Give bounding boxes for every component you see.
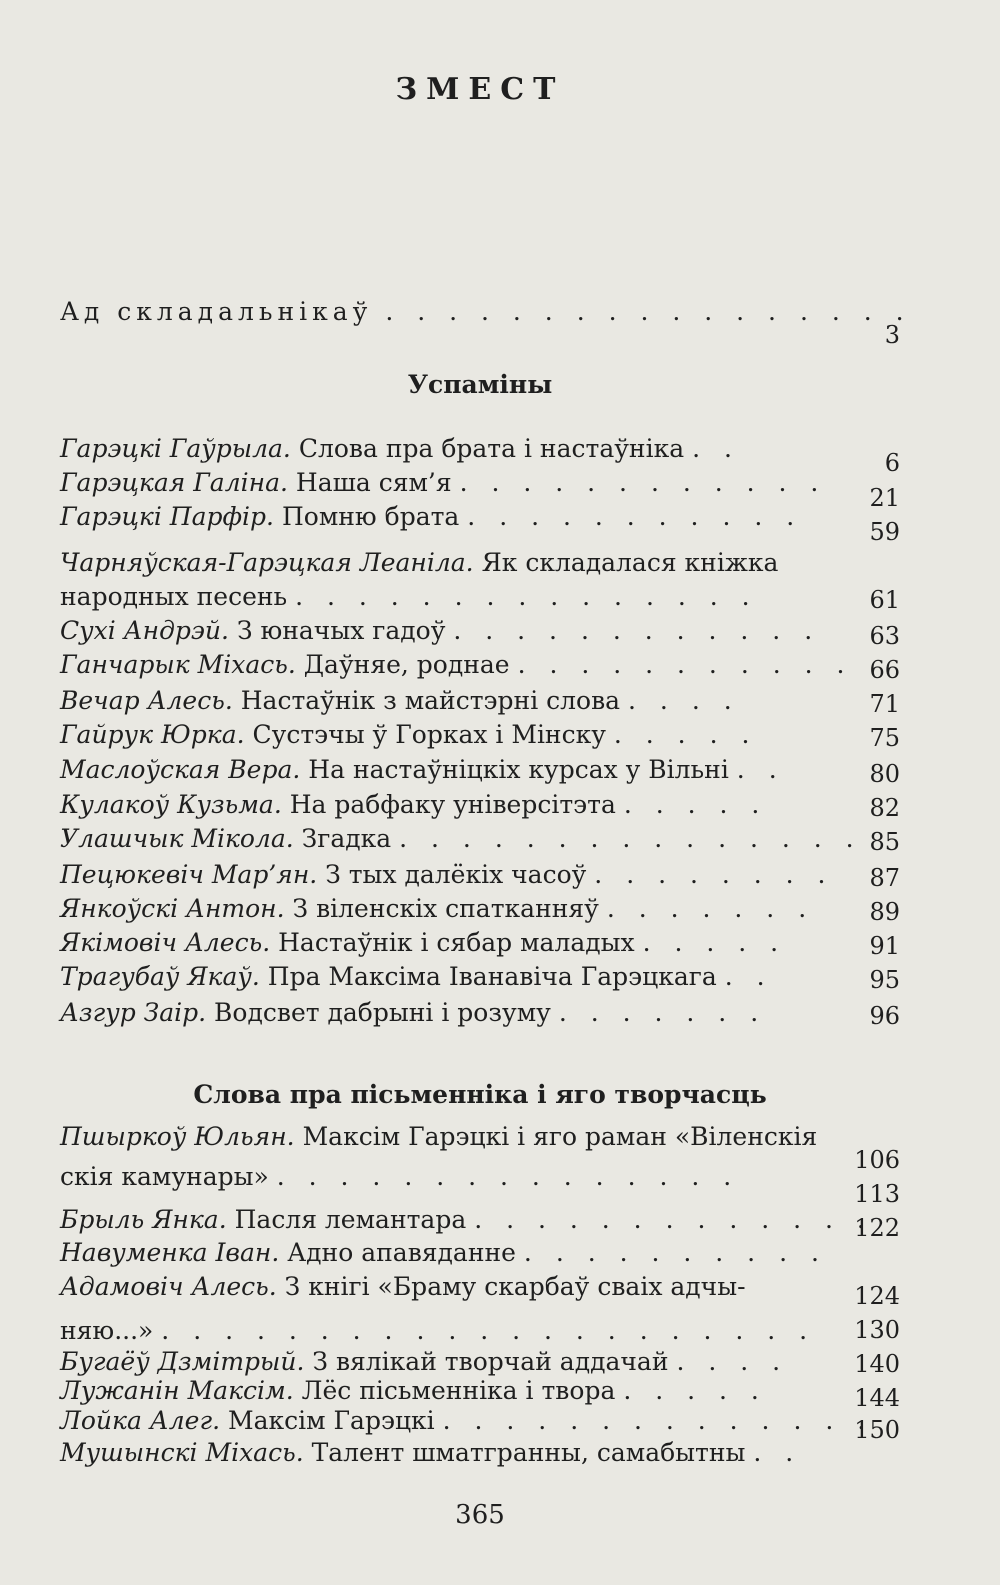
page-number: 61: [869, 586, 900, 614]
leader-dots: . . . . .: [613, 720, 758, 749]
entry-title: З тых далёкіх часоў: [325, 860, 587, 889]
toc-entry: [60, 753, 850, 787]
section-title-criticism: Слова пра пісьменніка і яго творчасць: [193, 1080, 767, 1109]
entry-title: Настаўнік з майстэрні слова: [240, 686, 621, 715]
toc-entry: [60, 1120, 850, 1154]
toc-entry: [60, 614, 850, 648]
toc-entry: [60, 858, 850, 892]
entry-author: Лойка Алег.: [60, 1406, 221, 1435]
entry-author: Янкоўскі Антон.: [60, 894, 285, 923]
page-number: 140: [854, 1350, 900, 1378]
entry-title: Настаўнік і сябар маладых: [278, 928, 635, 957]
page-number: 144: [854, 1384, 900, 1412]
leader-dots: . . . . . . .: [558, 998, 767, 1027]
leader-dots: . . . . . . . .: [594, 860, 834, 889]
toc-entry: [60, 1236, 850, 1270]
entry-title: На рабфаку універсітэта: [289, 790, 616, 819]
entry-title: Максім Гарэцкі: [227, 1406, 435, 1435]
toc-entry: [60, 822, 862, 856]
page-number: 91: [869, 932, 900, 960]
page-number: 75: [869, 724, 900, 752]
page-number: 89: [869, 898, 900, 926]
page-number: 59: [869, 518, 900, 546]
page-number: 80: [869, 760, 900, 788]
page-number: 87: [869, 864, 900, 892]
leader-dots: . . . .: [628, 686, 740, 715]
page-number: 113: [854, 1180, 900, 1208]
entry-author: Гарэцкая Галіна.: [60, 468, 288, 497]
toc-entry: [60, 648, 853, 682]
entry-title: Пасля лемантара: [234, 1205, 467, 1234]
entry-author: Маслоўская Вера.: [60, 755, 301, 784]
toc-entry: [60, 926, 850, 960]
entry-author: Лужанін Максім.: [60, 1376, 294, 1405]
toc-entry: [60, 996, 850, 1030]
page-number: 3: [884, 321, 900, 349]
entry-author: Вечар Алесь.: [60, 686, 233, 715]
page-folio: 365: [455, 1500, 505, 1530]
page-number: 96: [869, 1002, 900, 1030]
leader-dots: . . . . . . . . . . .: [517, 650, 853, 679]
page-number: 124: [854, 1282, 900, 1310]
entry-author: Пецюкевіч Мар’ян.: [60, 860, 318, 889]
entry-title: Наша сям’я: [295, 468, 452, 497]
page-number: 71: [869, 690, 900, 718]
leader-dots: . . . . . . . . . . . .: [453, 616, 821, 645]
leader-dots: . . . .: [676, 1347, 789, 1376]
page-number: 95: [869, 966, 900, 994]
entry-title: Максім Гарэцкі і яго раман «Віленскія: [302, 1122, 818, 1151]
entry-author: Ганчарык Міхась.: [60, 650, 296, 679]
page-number: 21: [869, 484, 900, 512]
entry-author: Бугаёў Дзмітрый.: [60, 1347, 305, 1376]
entry-title: З вялікай творчай аддачай: [312, 1347, 669, 1376]
entry-title: Лёс пісьменніка і твора: [301, 1376, 616, 1405]
leader-dots: . . . . . . . . . . . . .: [474, 1205, 873, 1234]
entry-author: Якімовіч Алесь.: [60, 928, 271, 957]
entry-author: Гайрук Юрка.: [60, 720, 245, 749]
entry-author: Гарэцкі Гаўрыла.: [60, 434, 291, 463]
entry-title: Адно апавяданне: [287, 1238, 516, 1267]
leader-dots: . .: [692, 434, 740, 463]
leader-dots: . .: [753, 1438, 802, 1467]
leader-dots: . . . . . . . . . . . . . .: [442, 1406, 874, 1435]
entry-author: Мушынскі Міхась.: [60, 1438, 304, 1467]
toc-entry: [60, 432, 850, 466]
page-number: 63: [869, 622, 900, 650]
toc-entry: [60, 580, 850, 614]
toc-entry: [60, 1374, 850, 1408]
contents-heading: ЗМЕСТ: [395, 72, 565, 107]
entry-author: Чарняўская-Гарэцкая Леаніла.: [60, 548, 474, 577]
entry-author: Азгур Заір.: [60, 998, 207, 1027]
page-number: 130: [854, 1316, 900, 1344]
page-number: 82: [869, 794, 900, 822]
toc-entry: [60, 1270, 850, 1304]
entry-title: З кнігі «Браму скарбаў сваіх адчы-: [284, 1272, 746, 1301]
intro-title: Ад складальнікаў: [60, 297, 373, 326]
entry-title: Водсвет дабрыні і розуму: [214, 998, 551, 1027]
toc-entry: [60, 1404, 874, 1438]
entry-title: няю...»: [60, 1316, 154, 1345]
leader-dots: . . . . . . . . . . . . . . .: [276, 1162, 740, 1191]
leader-dots: . . . . . . . . . . . . . . .: [399, 824, 862, 853]
page-number: 6: [884, 449, 900, 477]
entry-title: Слова пра брата і настаўніка: [298, 434, 685, 463]
toc-entry: [60, 788, 850, 822]
page-number: 122: [854, 1214, 900, 1242]
entry-author: Навуменка Іван.: [60, 1238, 280, 1267]
entry-title: Згадка: [301, 824, 392, 853]
toc-entry: [60, 718, 850, 752]
leader-dots: . . . . .: [642, 928, 787, 957]
toc-entry: [60, 466, 850, 500]
entry-author: Улашчык Мікола.: [60, 824, 294, 853]
entry-title: Даўняе, роднае: [303, 650, 510, 679]
toc-entry: [60, 1160, 850, 1194]
page-number: 85: [869, 828, 900, 856]
toc-entry: [60, 1203, 873, 1237]
entry-author: Кулакоў Кузьма.: [60, 790, 282, 819]
leader-dots: . .: [724, 962, 773, 991]
leader-dots: . . . . .: [623, 790, 768, 819]
entry-author: Пшыркоў Юльян.: [60, 1122, 295, 1151]
toc-entry: [60, 546, 850, 580]
leader-dots: . . . . . . . . . . . . . . . . . . . . .: [161, 1316, 816, 1345]
entry-author: Брыль Янка.: [60, 1205, 227, 1234]
entry-title: Сустэчы ў Горках і Мінску: [252, 720, 606, 749]
entry-title: З віленскіх спатканняў: [292, 894, 599, 923]
toc-entry: [60, 1436, 850, 1470]
entry-title: На настаўніцкіх курсах у Вільні: [308, 755, 729, 784]
leader-dots: . . . . . . . . . . . . . . . . .: [385, 297, 912, 326]
toc-entry: [60, 1314, 850, 1348]
leader-dots: . . . . . . . . . .: [523, 1238, 827, 1267]
entry-title: народных песень: [60, 582, 288, 611]
leader-dots: . . . . .: [623, 1376, 767, 1405]
entry-author: Адамовіч Алесь.: [60, 1272, 277, 1301]
page-number: 150: [854, 1416, 900, 1444]
entry-title: Талент шматгранны, самабытны: [311, 1438, 746, 1467]
leader-dots: . . . . . . . . . . .: [467, 502, 803, 531]
page-number: 66: [869, 656, 900, 684]
entry-title: скія камунары»: [60, 1162, 269, 1191]
entry-author: Гарэцкі Парфір.: [60, 502, 275, 531]
leader-dots: . . . . . . .: [606, 894, 815, 923]
entry-title: Помню брата: [281, 502, 460, 531]
section-title-memoirs: Успаміны: [407, 370, 553, 399]
toc-entry: [60, 892, 850, 926]
entry-title: З юначых гадоў: [236, 616, 446, 645]
entry-title: Як складалася кніжка: [481, 548, 779, 577]
entry-author: Трагубаў Якаў.: [60, 962, 260, 991]
leader-dots: . . . . . . . . . . . .: [459, 468, 827, 497]
entry-author: Сухі Андрэй.: [60, 616, 229, 645]
toc-entry: [60, 500, 850, 534]
leader-dots: . . . . . . . . . . . . . . .: [295, 582, 758, 611]
toc-entry: [60, 960, 850, 994]
toc-entry: [60, 684, 850, 718]
toc-entry-intro: [60, 295, 912, 329]
leader-dots: . .: [736, 755, 785, 784]
entry-title: Пра Максіма Іванавіча Гарэцкага: [267, 962, 717, 991]
page-number: 106: [854, 1146, 900, 1174]
